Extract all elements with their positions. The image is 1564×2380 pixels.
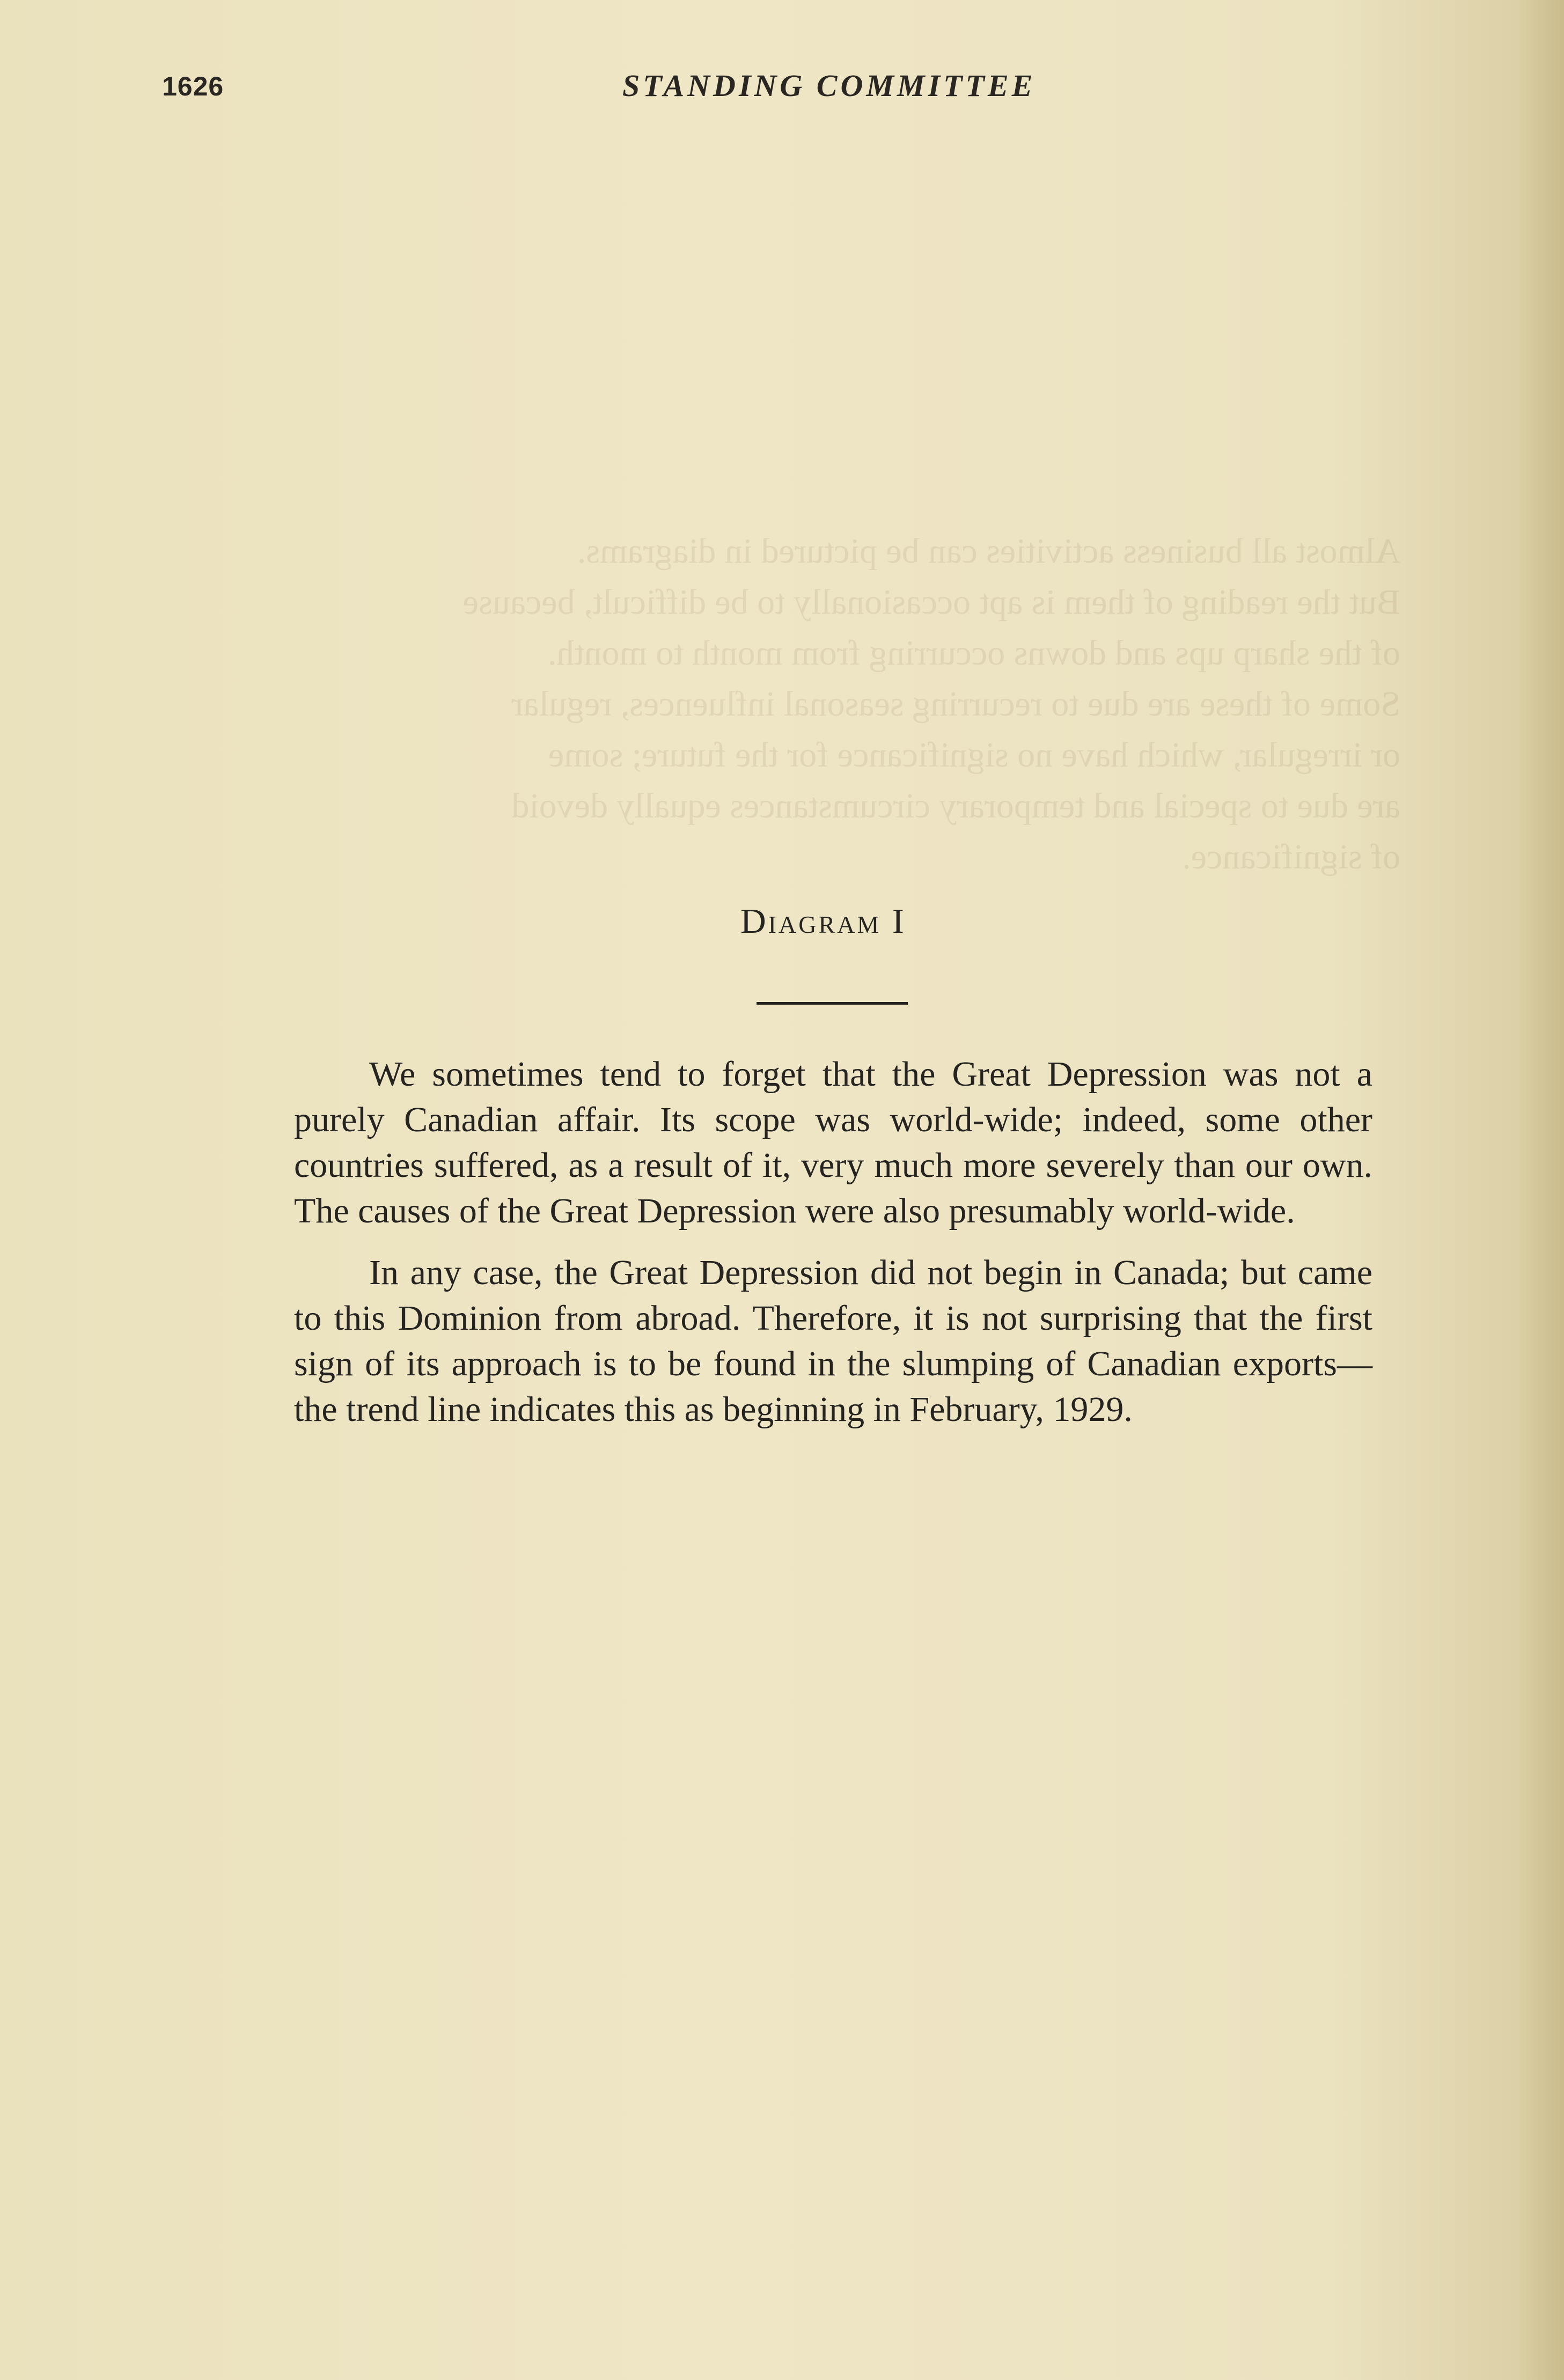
paragraph-1: We sometimes tend to forget that the Great Depression was not a purely Canadian affair. Its scope was world-wide; indeed, some other countries suffered, as a result of it, very much more severely than our own. The causes of the Great Depression were also presumably world-wide. [294, 1055, 1372, 1230]
section-title: Diagram I [740, 902, 906, 941]
running-head: STANDING COMMITTEE [622, 68, 1036, 103]
show-through-text: Almost all business activities can be pictured in diagrams. But the reading of them is apt occasionally to be difficult, because of the sharp ups and downs occurring from month to month. Some of these are due to recurring seasonal influences, regular or irregular, which have no significance for the future; some are due to special and temporary circumstances equally devoid of significance. [462, 532, 1400, 876]
body-text [294, 1051, 1372, 1448]
page-number: 1626 [162, 71, 224, 101]
title-rule [757, 1002, 908, 1005]
paragraph-2: In any case, the Great Depression did not begin in Canada; but came to this Dominion from abroad. Therefore, it is not surprising that the first sign of its approach is to be found in the slumping of Canadian exports—the trend line indicates this as beginning in February, 1929. [294, 1253, 1372, 1429]
